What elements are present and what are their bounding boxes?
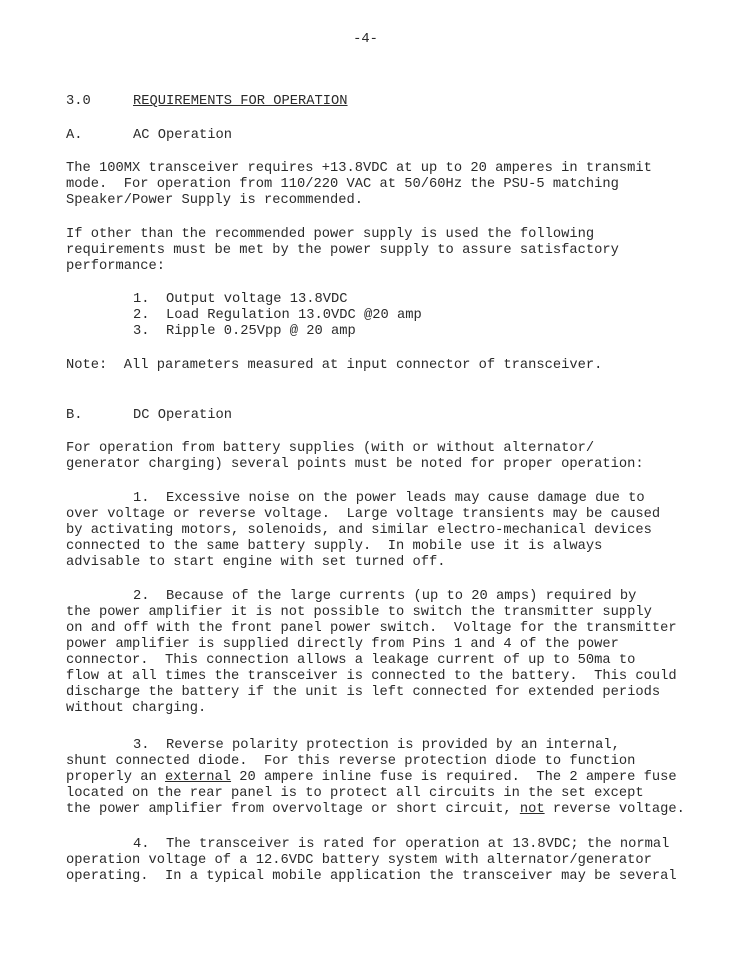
subsection-a-heading: A. AC Operation xyxy=(66,128,233,143)
section-title: REQUIREMENTS FOR OPERATION xyxy=(133,94,348,109)
requirements-list xyxy=(66,292,422,340)
list-item: 1. Output voltage 13.8VDC xyxy=(133,292,348,307)
note: Note: All parameters measured at input connector of transceiver. xyxy=(66,358,603,373)
dc-intro: For operation from battery supplies (with or without alternator/ generator charging) several points must be noted for proper operation: xyxy=(66,441,644,472)
dc-item-1: 1. Excessive noise on the power leads may cause damage due to over voltage or reverse voltage. Large voltage transients may be caused by activating motors, solenoids, and similar electro-mechanical devices connected to the same battery supply. In mobile use it is always advisable to start engine with set turned off. xyxy=(66,491,661,570)
section-heading xyxy=(66,94,348,110)
dc-item-2: 2. Because of the large currents (up to 20 amps) required by the power amplifier it is not possible to switch the transmitter supply on and off with the front panel power switch. Voltage for the transmitter power amplifier is supplied directly from Pins 1 and 4 of the power connector. This connection allows a leakage current of up to 50ma to flow at all times the transceiver is connected to the battery. This could discharge the battery if the unit is left connected for extended periods without charging. xyxy=(66,589,677,716)
subsection-b-heading: B. DC Operation xyxy=(66,408,233,423)
ac-paragraph-1: The 100MX transceiver requires +13.8VDC at up to 20 amperes in transmit mode. For operation from 110/220 VAC at 50/60Hz the PSU-5 matching Speaker/Power Supply is recommended. xyxy=(66,161,652,208)
emphasis-not: not xyxy=(519,802,545,817)
dc-item-3: 3. Reverse polarity protection is provided by an internal, shunt connected diode. For this reverse protection diode to function properly an external 20 ampere inline fuse is required. The 2 ampere fuse located on the rear panel is to protect all circuits in the set except the power amplifier from overvoltage or short circuit, not reverse voltage. xyxy=(66,738,685,817)
list-item: 3. Ripple 0.25Vpp @ 20 amp xyxy=(133,324,356,339)
list-item: 2. Load Regulation 13.0VDC @20 amp xyxy=(133,308,422,323)
page-number: -4- xyxy=(353,32,378,47)
section-number: 3.0 xyxy=(66,94,91,109)
emphasis-external: external xyxy=(165,770,232,785)
ac-paragraph-2: If other than the recommended power supply is used the following requirements must be met by the power supply to assure satisfactory performance: xyxy=(66,227,619,274)
dc-item-4: 4. The transceiver is rated for operation at 13.8VDC; the normal operation voltage of a 12.6VDC battery system with alternator/generator operating. In a typical mobile application the transceiver may be several xyxy=(66,837,677,884)
